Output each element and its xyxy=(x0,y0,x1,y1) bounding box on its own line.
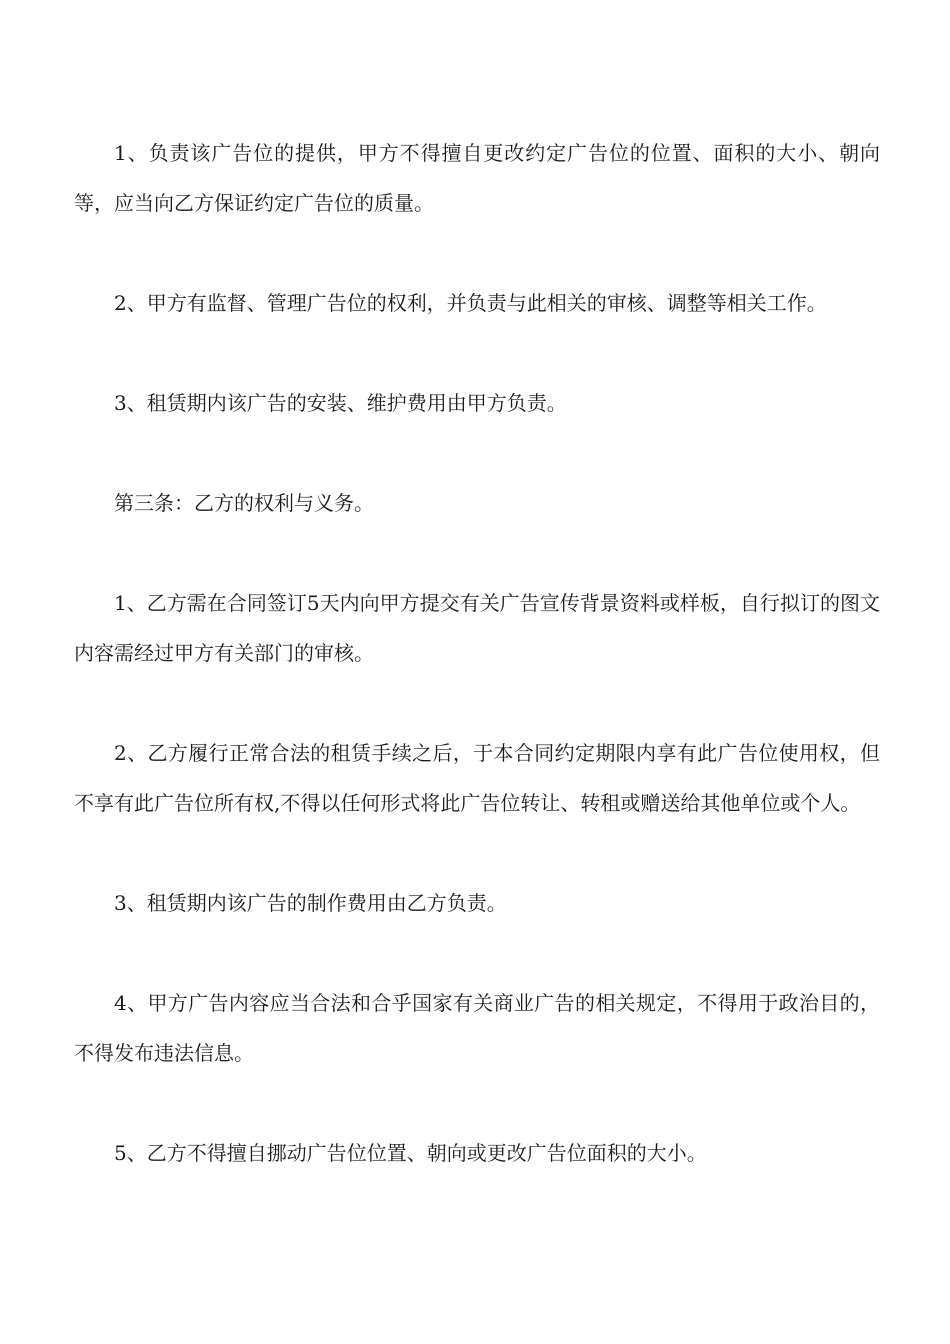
clause-b5: 5、乙方不得擅自挪动广告位位置、朝向或更改广告位面积的大小。 xyxy=(114,1141,707,1165)
clause-b3: 3、租赁期内该广告的制作费用由乙方负责。 xyxy=(114,891,507,915)
clause-b1: 1、乙方需在合同签订5天内向甲方提交有关广告宣传背景资料或样板，自行拟订的图文内容需经过甲方有关部门的审核。 xyxy=(74,591,880,665)
clause-b4: 4、甲方广告内容应当合法和合乎国家有关商业广告的相关规定，不得用于政治目的，不得发布违法信息。 xyxy=(74,991,880,1065)
clause-a3: 3、租赁期内该广告的安装、维护费用由甲方负责。 xyxy=(114,391,567,415)
clause-a1: 1、负责该广告位的提供，甲方不得擅自更改约定广告位的位置、面积的大小、朝向等，应当向乙方保证约定广告位的质量。 xyxy=(74,141,880,215)
document-page xyxy=(74,128,880,1228)
article-3-heading: 第三条：乙方的权利与义务。 xyxy=(114,491,374,515)
clause-b2: 2、乙方履行正常合法的租赁手续之后，于本合同约定期限内享有此广告位使用权，但不享有此广告位所有权,不得以任何形式将此广告位转让、转租或赠送给其他单位或个人。 xyxy=(74,741,880,815)
clause-a2: 2、甲方有监督、管理广告位的权利，并负责与此相关的审核、调整等相关工作。 xyxy=(114,291,827,315)
